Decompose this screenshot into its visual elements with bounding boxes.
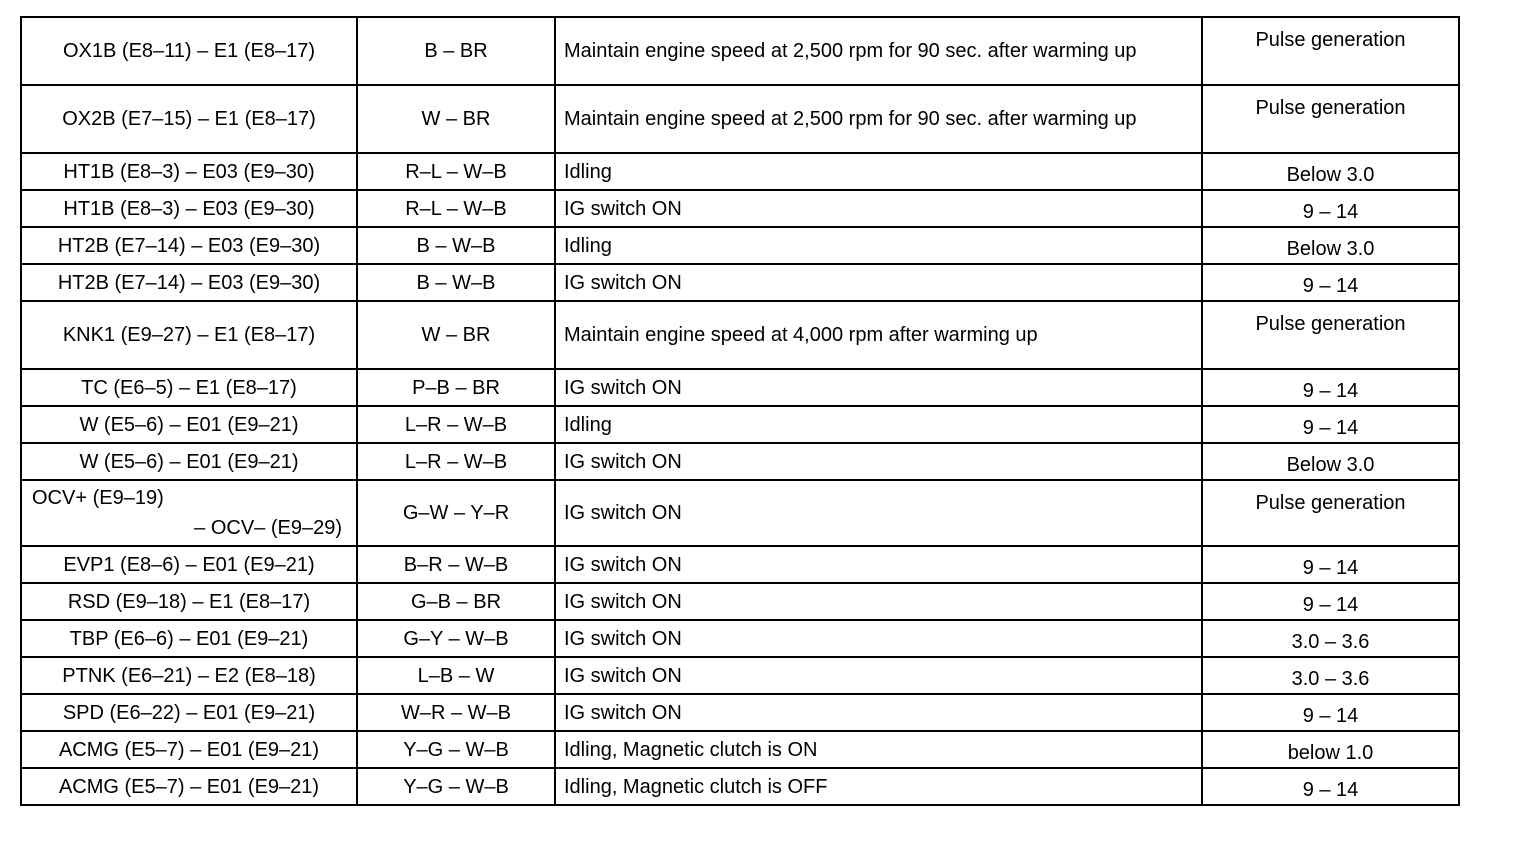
table-row (21, 546, 1459, 583)
table-row (21, 85, 1459, 153)
table-row (21, 190, 1459, 227)
terminal-line-1: OCV+ (E9–19) (32, 487, 164, 509)
condition-cell: IG switch ON (555, 480, 1202, 546)
std-condition-cell: Pulse generation (1202, 85, 1459, 153)
wiring-color-cell: W – BR (357, 85, 555, 153)
condition-cell: IG switch ON (555, 546, 1202, 583)
table-row (21, 17, 1459, 85)
terminal-cell: ACMG (E5–7) – E01 (E9–21) (21, 768, 357, 805)
terminal-cell: TC (E6–5) – E1 (E8–17) (21, 369, 357, 406)
condition-cell: Idling (555, 406, 1202, 443)
condition-cell: IG switch ON (555, 657, 1202, 694)
wiring-color-cell: R–L – W–B (357, 190, 555, 227)
wiring-color-cell: L–R – W–B (357, 443, 555, 480)
terminal-cell: ACMG (E5–7) – E01 (E9–21) (21, 731, 357, 768)
std-condition-cell: 3.0 – 3.6 (1202, 620, 1459, 657)
wiring-color-cell: G–W – Y–R (357, 480, 555, 546)
terminal-cell: SPD (E6–22) – E01 (E9–21) (21, 694, 357, 731)
terminal-cell: HT2B (E7–14) – E03 (E9–30) (21, 264, 357, 301)
table-row (21, 657, 1459, 694)
table-row (21, 264, 1459, 301)
terminal-cell: PTNK (E6–21) – E2 (E8–18) (21, 657, 357, 694)
terminal-cell: W (E5–6) – E01 (E9–21) (21, 443, 357, 480)
wiring-color-cell: L–R – W–B (357, 406, 555, 443)
std-condition-cell: 9 – 14 (1202, 190, 1459, 227)
std-condition-cell: Pulse generation (1202, 17, 1459, 85)
wiring-color-cell: Y–G – W–B (357, 731, 555, 768)
std-condition-cell: Below 3.0 (1202, 443, 1459, 480)
condition-cell: IG switch ON (555, 620, 1202, 657)
table-row (21, 443, 1459, 480)
wiring-color-cell: P–B – BR (357, 369, 555, 406)
condition-cell: Maintain engine speed at 2,500 rpm for 90 sec. after warming up (555, 17, 1202, 85)
table-row (21, 227, 1459, 264)
std-condition-cell: 9 – 14 (1202, 694, 1459, 731)
wiring-color-cell: G–B – BR (357, 583, 555, 620)
std-condition-cell: Below 3.0 (1202, 227, 1459, 264)
table-row (21, 153, 1459, 190)
terminal-cell: TBP (E6–6) – E01 (E9–21) (21, 620, 357, 657)
terminal-cell: KNK1 (E9–27) – E1 (E8–17) (21, 301, 357, 369)
condition-cell: Maintain engine speed at 4,000 rpm after warming up (555, 301, 1202, 369)
table-row (21, 406, 1459, 443)
terminal-cell: HT2B (E7–14) – E03 (E9–30) (21, 227, 357, 264)
std-condition-cell: 9 – 14 (1202, 264, 1459, 301)
table-row (21, 694, 1459, 731)
condition-cell: Maintain engine speed at 2,500 rpm for 90 sec. after warming up (555, 85, 1202, 153)
wiring-color-cell: Y–G – W–B (357, 768, 555, 805)
std-condition-cell: 9 – 14 (1202, 406, 1459, 443)
table-row (21, 369, 1459, 406)
condition-cell: IG switch ON (555, 190, 1202, 227)
condition-cell: Idling, Magnetic clutch is OFF (555, 768, 1202, 805)
terminal-cell: HT1B (E8–3) – E03 (E9–30) (21, 153, 357, 190)
std-condition-cell: Pulse generation (1202, 301, 1459, 369)
table-row (21, 768, 1459, 805)
std-condition-cell: 9 – 14 (1202, 546, 1459, 583)
terminal-line-2: – OCV– (E9–29) (194, 517, 342, 539)
table-row (21, 301, 1459, 369)
condition-cell: Idling (555, 227, 1202, 264)
condition-cell: Idling, Magnetic clutch is ON (555, 731, 1202, 768)
condition-cell: Idling (555, 153, 1202, 190)
terminal-cell: RSD (E9–18) – E1 (E8–17) (21, 583, 357, 620)
condition-cell: IG switch ON (555, 264, 1202, 301)
wiring-color-cell: L–B – W (357, 657, 555, 694)
wiring-color-cell: R–L – W–B (357, 153, 555, 190)
condition-cell: IG switch ON (555, 443, 1202, 480)
terminal-cell (21, 480, 357, 546)
ecu-terminal-table (20, 16, 1460, 806)
wiring-color-cell: W–R – W–B (357, 694, 555, 731)
table-row (21, 731, 1459, 768)
std-condition-cell: Pulse generation (1202, 480, 1459, 546)
terminal-cell: OX2B (E7–15) – E1 (E8–17) (21, 85, 357, 153)
condition-cell: IG switch ON (555, 694, 1202, 731)
terminal-cell: HT1B (E8–3) – E03 (E9–30) (21, 190, 357, 227)
wiring-color-cell: G–Y – W–B (357, 620, 555, 657)
std-condition-cell: Below 3.0 (1202, 153, 1459, 190)
std-condition-cell: 9 – 14 (1202, 369, 1459, 406)
std-condition-cell: below 1.0 (1202, 731, 1459, 768)
terminal-cell: OX1B (E8–11) – E1 (E8–17) (21, 17, 357, 85)
table-row (21, 480, 1459, 546)
std-condition-cell: 3.0 – 3.6 (1202, 657, 1459, 694)
table-row (21, 620, 1459, 657)
terminal-cell: W (E5–6) – E01 (E9–21) (21, 406, 357, 443)
wiring-color-cell: W – BR (357, 301, 555, 369)
wiring-color-cell: B – BR (357, 17, 555, 85)
std-condition-cell: 9 – 14 (1202, 583, 1459, 620)
condition-cell: IG switch ON (555, 583, 1202, 620)
wiring-color-cell: B – W–B (357, 264, 555, 301)
std-condition-cell: 9 – 14 (1202, 768, 1459, 805)
table-row (21, 583, 1459, 620)
condition-cell: IG switch ON (555, 369, 1202, 406)
wiring-color-cell: B–R – W–B (357, 546, 555, 583)
wiring-color-cell: B – W–B (357, 227, 555, 264)
terminal-cell: EVP1 (E8–6) – E01 (E9–21) (21, 546, 357, 583)
